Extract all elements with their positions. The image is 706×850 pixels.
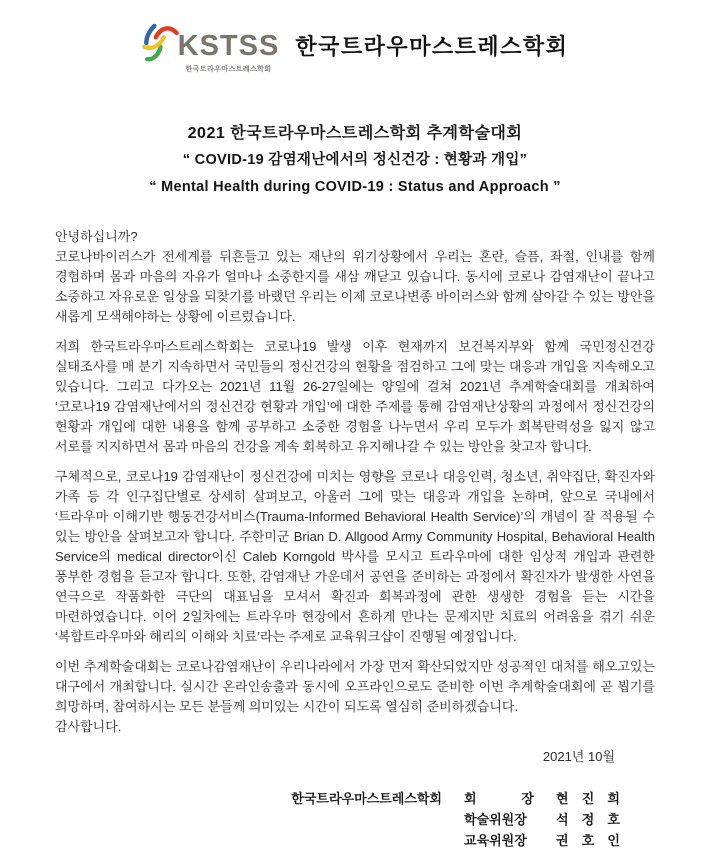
kstss-logo-icon xyxy=(142,22,180,64)
signature-role-3: 교육위원장 xyxy=(464,833,527,848)
signature-name-1: 현 진 희 xyxy=(556,791,620,806)
signature-org-spacer xyxy=(291,831,442,850)
organization-name: 한국트라우마스트레스학회 xyxy=(295,33,569,59)
closing-line: 감사합니다. xyxy=(55,719,122,734)
letterhead xyxy=(55,18,655,78)
signature-block xyxy=(55,789,655,850)
kstss-logo xyxy=(142,22,280,74)
paragraph-3: 구체적으로, 코로나19 감염재난이 정신건강에 미치는 영향을 코로나 대응인력, 청소년, 취약집단, 확진자와 가족 등 각 인구집단별로 상세히 살펴보고, 아울러 그에 맞는 대응과 개입을 논하며, 앞으로 국내에서 ‘트라우마 이해기반 행동건강서비스(Trauma-Informed Behavioral Health Service)’의 개념이 잘 적용될 수 있는 방안을 살펴보고자 합니다. 주한미군 Brian D. Allgood Army Community Hospital, Behavioral Health Service의 medical director이신 Caleb Korngold 박사를 모시고 트라우마에 대한 임상적 개입과 관련한 풍부한 경험을 듣고자 합니다. 또한, 감염재난 가운데서 공연을 준비하는 과정에서 확진자가 발생한 사연을 연극으로 작품화한 극단의 대표님을 모셔서 확진과 회복과정에 관한 생생한 경험을 듣는 시간을 마련하였습니다. 이어 2일차에는 트라우마 현장에서 흔하게 만나는 문제지만 치료의 어려움을 겪기 쉬운 ‘복합트라우마와 해리의 이해와 치료’라는 주제로 교육워크샵이 진행될 예정입니다. xyxy=(55,469,655,644)
date-line: 2021년 10월 xyxy=(542,749,615,764)
paragraph-2: 저희 한국트라우마스트레스학회는 코로나19 발생 이후 현재까지 보건복지부와 함께 국민정신건강 실태조사를 매 분기 지속하면서 국민들의 정신건강의 현황을 점검하고 그에 맞는 대응과 개입을 지속해오고 있습니다. 그리고 다가오는 2021년 11월 26-27일에는 양일에 걸쳐 2021년 추계학술대회를 개최하여 ‘코로나19 감염재난에서의 정신건강 현황과 개입’에 대한 주제를 통해 감염재난상황의 과정에서 정신건강의 현황과 개입에 대한 내용을 함께 공부하고 소중한 경험을 나누면서 우리 모두가 회복탄력성을 잃지 않고 서로를 지지하면서 몸과 마음의 건강을 계속 회복하고 유지해나갈 수 있는 방안을 찾고자 합니다. xyxy=(55,339,655,454)
signature-role-1: 회 장 xyxy=(464,791,534,806)
signature-name-3: 권 호 인 xyxy=(556,833,620,848)
signature-org-spacer xyxy=(291,810,442,829)
signature-name-2: 석 정 호 xyxy=(556,812,620,827)
logo-acronym: KSTSS xyxy=(177,30,280,62)
conference-title-block xyxy=(55,120,655,201)
paragraph-1: 코로나바이러스가 전세계를 뒤흔들고 있는 재난의 위기상황에서 우리는 혼란, 슬픔, 좌절, 인내를 함께 경험하며 몸과 마음의 자유가 얼마나 소중한지를 새삼 깨닫고 있습니다. 동시에 코로나 감염재난이 끝나고 소중하고 자유로운 일상을 되찾기를 바랬던 우리는 이제 코로나변종 바이러스와 함께 살아갈 수 있는 방안을 새롭게 모색해야하는 상황에 이르렀습니다. xyxy=(55,249,655,324)
paragraph-4: 이번 추계학술대회는 코로나감염재난이 우리나라에서 가장 먼저 확산되었지만 성공적인 대처를 해오고있는 대구에서 개최합니다. 실시간 온라인송출과 동시에 오프라인으로도 준비한 이번 추계학술대회에 곧 뵙기를 희망하며, 참여하시는 모든 분들께 의미있는 시간이 되도록 열심히 준비하겠습니다. xyxy=(55,659,655,714)
conference-subtitle-korean: “ COVID-19 감염재난에서의 정신건강 : 현황과 개입” xyxy=(182,152,528,168)
conference-subtitle-english: “ Mental Health during COVID-19 : Status and Approach ” xyxy=(149,179,561,195)
greeting-line: 안녕하십니까? xyxy=(55,229,138,244)
signature-table xyxy=(291,789,620,850)
signature-role-2: 학술위원장 xyxy=(464,812,527,827)
signature-org: 한국트라우마스트레스학회 xyxy=(291,791,442,806)
logo-text-block xyxy=(178,32,280,74)
conference-title: 2021 한국트라우마스트레스학회 추계학술대회 xyxy=(187,125,523,142)
letter-body xyxy=(55,227,655,767)
logo-subtext: 한국트라우마스트레스학회 xyxy=(185,66,272,73)
